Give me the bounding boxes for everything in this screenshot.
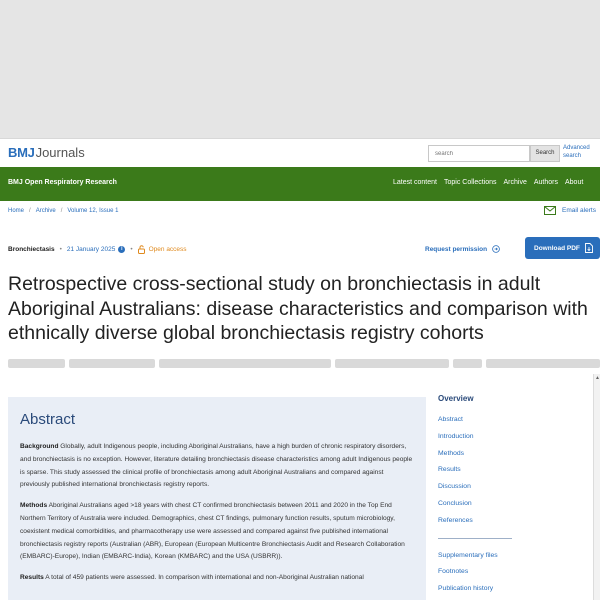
breadcrumb-separator: / xyxy=(60,208,63,214)
abstract-section-label: Methods xyxy=(20,502,48,510)
email-alerts-link[interactable] xyxy=(544,206,596,215)
article-meta xyxy=(8,245,187,254)
open-access-label: Open access xyxy=(148,246,187,253)
scrollbar[interactable] xyxy=(593,374,600,600)
overview-link-conclusion[interactable]: Conclusion xyxy=(438,499,472,507)
abstract-section-text: Aboriginal Australians aged >18 years with chest CT confirmed bronchiectasis between 2011 and 2020 in the Top End Northern Territory of Australia were included. Demographics, chest CT findings, pulmonary function results, sputum microbiology, coexistent medical comorbidities, and pharmacotherapy use were assessed and compared against five published international bronchiectasis registry reports (Australian (ABR), European (European Multicentre Bronchiectasis Audit and Research Collaboration (EMBARC)-Europe), Indian (EMBARC-India), Korean (KMBARC) and the USA (USBRR)). xyxy=(20,502,405,561)
overview-link-discussion[interactable]: Discussion xyxy=(438,483,471,491)
info-icon[interactable]: i xyxy=(118,246,125,253)
abstract-panel xyxy=(8,397,426,600)
overview-link-results[interactable]: Results xyxy=(438,466,461,474)
meta-separator: • xyxy=(59,246,62,253)
abstract-heading: Abstract xyxy=(20,411,76,428)
abstract-section-text: A total of 459 patients were assessed. In comparison with international and non-Aboriginal Australian national xyxy=(43,574,364,582)
abstract-results xyxy=(20,572,414,585)
breadcrumb-home[interactable]: Home xyxy=(8,208,25,214)
article-category[interactable]: Bronchiectasis xyxy=(8,246,55,253)
download-pdf-button[interactable] xyxy=(525,237,600,259)
overview-divider xyxy=(438,538,512,539)
search-button[interactable]: Search xyxy=(530,145,560,162)
publication-date[interactable]: 21 January 2025 xyxy=(66,246,116,253)
nav-authors[interactable]: Authors xyxy=(533,179,558,186)
advanced-search-link[interactable]: Advanced search xyxy=(563,145,590,159)
loading-placeholder xyxy=(159,359,331,368)
breadcrumb xyxy=(8,208,118,214)
breadcrumb-issue[interactable]: Volume 12, Issue 1 xyxy=(67,208,119,214)
breadcrumb-separator: / xyxy=(29,208,31,214)
overview-link-introduction[interactable]: Introduction xyxy=(438,432,474,440)
article-title: Retrospective cross-sectional study on bronchiectasis in adult Aboriginal Australians: disease characteristics and comparison with ethnically diverse global bronchiectasis registry cohorts xyxy=(8,273,588,344)
abstract-background xyxy=(20,441,414,492)
email-alerts-label: Email alerts xyxy=(562,207,596,214)
blank-top-area xyxy=(0,0,600,138)
loading-placeholder xyxy=(8,359,65,368)
nav-about[interactable]: About xyxy=(564,179,584,186)
overview-link-references[interactable]: References xyxy=(438,516,473,524)
site-header xyxy=(0,138,600,167)
abstract-section-label: Background xyxy=(20,443,59,450)
overview-link-methods[interactable]: Methods xyxy=(438,449,465,457)
arrow-circle-icon xyxy=(492,245,500,253)
breadcrumb-archive[interactable]: Archive xyxy=(35,208,56,214)
loading-placeholder xyxy=(69,359,155,368)
loading-placeholder xyxy=(335,359,449,368)
download-pdf-label: Download PDF xyxy=(534,244,580,252)
loading-placeholder xyxy=(486,359,600,368)
abstract-section-label: Results xyxy=(20,574,44,582)
logo-bmj-text: BMJ xyxy=(8,145,35,160)
abstract-section-text: Globally, adult Indigenous people, including Aboriginal Australians, have a high burden of chronic respiratory disorders, and bronchiectasis is no exception. However, literature detailing bronchiectasis disease characteristics among adult Indigenous people is sparse. This study assessed the clinical profile of bronchiectasis among adult Aboriginal Australians and compared against previously published international bronchiectasis registry reports. xyxy=(20,443,413,489)
envelope-icon xyxy=(544,206,556,215)
loading-placeholder xyxy=(453,359,482,368)
overview-sidebar xyxy=(438,394,588,600)
meta-separator: • xyxy=(130,246,133,253)
overview-link-publication-history[interactable]: Publication history xyxy=(438,585,494,593)
overview-link-supplementary-files[interactable]: Supplementary files xyxy=(438,551,498,559)
nav-topic-collections[interactable]: Topic Collections xyxy=(443,179,497,186)
overview-link-abstract[interactable]: Abstract xyxy=(438,416,463,423)
nav-latest-content[interactable]: Latest content xyxy=(393,179,437,186)
nav-archive[interactable]: Archive xyxy=(503,179,527,186)
scroll-up-arrow-icon[interactable]: ▲ xyxy=(595,375,600,381)
search-input[interactable] xyxy=(428,145,530,162)
bmj-journals-logo[interactable] xyxy=(8,145,85,160)
overview-title: Overview xyxy=(438,394,474,403)
journal-nav-bar xyxy=(0,167,600,201)
overview-link-footnotes[interactable]: Footnotes xyxy=(438,568,469,576)
request-permission-label: Request permission xyxy=(425,245,488,253)
abstract-methods xyxy=(20,500,414,564)
request-permission-link[interactable] xyxy=(425,245,500,253)
pdf-file-icon xyxy=(585,243,593,253)
open-lock-icon xyxy=(138,245,145,254)
journal-name-link[interactable]: BMJ Open Respiratory Research xyxy=(8,179,117,186)
logo-journals-text: Journals xyxy=(35,145,85,160)
journal-top-nav xyxy=(393,179,590,186)
